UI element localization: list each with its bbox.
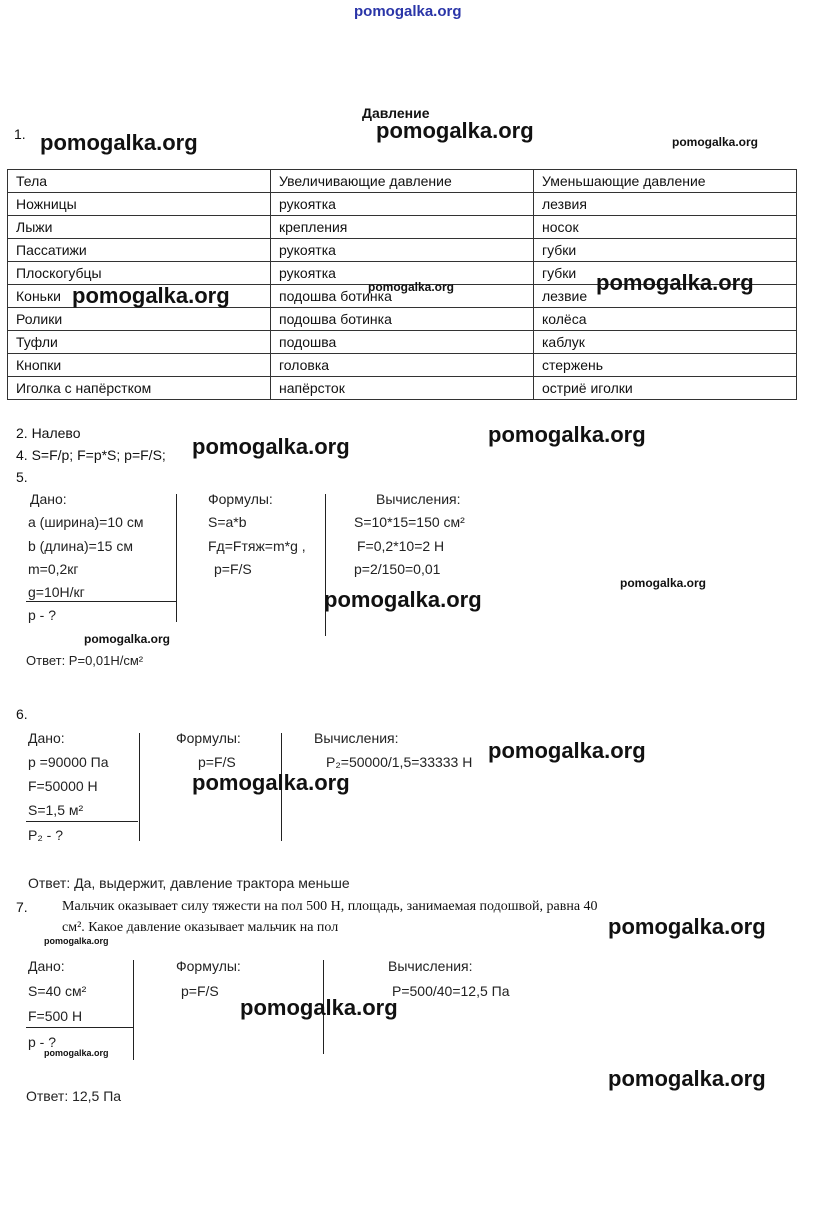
q5-calc: F=0,2*10=2 Н [357,538,445,554]
table-cell: губки [534,239,797,262]
q7-problem-line1: Мальчик оказывает силу тяжести на пол 500 Н, площадь, занимаемая подошвой, равна 40 [62,899,598,914]
q6-formula: p=F/S [198,754,236,770]
watermark: pomogalka.org [488,738,646,763]
q6-divider [139,733,140,841]
q6-calc: P₂=50000/1,5=33333 Н [326,754,473,770]
q5-dano-title: Дано: [30,491,67,507]
q5-formula: Fд=Fтяж=m*g , [208,538,306,554]
table-cell: колёса [534,308,797,331]
table-cell: напёрсток [271,377,534,400]
q7-divider [133,960,134,1060]
q7-given: F=500 Н [28,1008,83,1024]
q7-formula: p=F/S [181,983,219,999]
table-cell: рукоятка [271,262,534,285]
watermark: pomogalka.org [324,587,482,612]
table-row [8,216,797,239]
q5-calc-title: Вычисления: [376,491,461,507]
table-cell: каблук [534,331,797,354]
q7-calc: P=500/40=12,5 Па [392,983,510,999]
table-cell: подошва ботинка [271,285,534,308]
watermark: pomogalka.org [672,135,759,149]
table-cell: лезвия [534,193,797,216]
watermark: pomogalka.org [376,118,534,143]
watermark: pomogalka.org [488,422,646,447]
table-cell: стержень [534,354,797,377]
q7-calc-title: Вычисления: [388,958,473,974]
table-cell: рукоятка [271,239,534,262]
q5-formula: p=F/S [214,561,252,577]
q7-unknown: p - ? [28,1034,57,1050]
header-cell: Уменьшающие давление [534,170,797,193]
table-cell: Туфли [8,331,271,354]
q5-given: g=10Н/кг [28,584,85,600]
q6-label: 6. [16,706,28,722]
watermark: pomogalka.org [240,995,398,1020]
q6-dano-title: Дано: [28,730,65,746]
table-row [8,308,797,331]
table-cell: Плоскогубцы [8,262,271,285]
q5-calc: S=10*15=150 см² [354,514,465,530]
page-title: Давление [362,105,430,121]
table-cell: носок [534,216,797,239]
q5-formula: S=a*b [208,514,247,530]
watermark: pomogalka.org [84,632,171,646]
q7-dano-title: Дано: [28,958,65,974]
table-cell: подошва [271,331,534,354]
watermark: pomogalka.org [596,270,754,295]
answer-q2: 2. Налево [16,425,81,441]
watermark: pomogalka.org [620,576,707,590]
q5-given: a (ширина)=10 см [28,514,144,530]
watermark: pomogalka.org [368,280,455,294]
header-cell: Увеличивающие давление [271,170,534,193]
answer-q4: 4. S=F/p; F=p*S; p=F/S; [16,447,166,463]
q7-formulas-title: Формулы: [176,958,241,974]
header-cell: Тела [8,170,271,193]
q5-unknown: p - ? [28,607,57,623]
watermark: pomogalka.org [72,283,230,308]
q7-label: 7. [16,899,28,915]
q6-given: F=50000 Н [28,778,98,794]
q5-given-underline [26,601,176,602]
q6-given-underline [26,821,138,822]
q7-answer: Ответ: 12,5 Па [26,1088,122,1104]
q7-given: S=40 см² [28,983,87,999]
q6-answer: Ответ: Да, выдержит, давление трактора меньше [28,875,350,891]
q7-given-underline [26,1027,134,1028]
q5-divider [176,494,177,622]
table-cell: лезвие [534,285,797,308]
watermark: pomogalka.org [44,936,109,946]
watermark: pomogalka.org [608,914,766,939]
table-cell: губки [534,262,797,285]
q5-given: m=0,2кг [28,561,79,577]
table-cell: Ролики [8,308,271,331]
q7-problem-line2: см². Какое давление оказывает мальчик на пол [62,920,339,935]
q5-calc: p=2/150=0,01 [354,561,441,577]
table-row [8,354,797,377]
table-cell: Коньки [8,285,271,308]
q5-formulas-title: Формулы: [208,491,273,507]
q6-calc-title: Вычисления: [314,730,399,746]
q6-unknown: P₂ - ? [28,827,63,843]
q6-given: S=1,5 м² [28,802,84,818]
watermark: pomogalka.org [192,434,350,459]
watermark: pomogalka.org [192,770,350,795]
table-row [8,331,797,354]
table-cell: Ножницы [8,193,271,216]
table-row [8,239,797,262]
table-cell: подошва ботинка [271,308,534,331]
table-cell: рукоятка [271,193,534,216]
q5-divider [325,494,326,636]
table-row [8,193,797,216]
watermark: pomogalka.org [44,1048,109,1058]
table-cell: головка [271,354,534,377]
q1-label: 1. [14,126,26,142]
q5-label: 5. [16,469,28,485]
table-cell: крепления [271,216,534,239]
table-row [8,377,797,400]
table-cell: остриё иголки [534,377,797,400]
table-cell: Пассатижи [8,239,271,262]
watermark: pomogalka.org [40,130,198,155]
q6-formulas-title: Формулы: [176,730,241,746]
table-cell: Иголка с напёрстком [8,377,271,400]
q5-answer: Ответ: P=0,01Н/см² [26,653,144,668]
q6-given: p =90000 Па [28,754,109,770]
watermark-top: pomogalka.org [354,3,462,20]
watermark: pomogalka.org [608,1066,766,1091]
table-cell: Кнопки [8,354,271,377]
table-header-row [8,170,797,193]
table-cell: Лыжи [8,216,271,239]
q5-given: b (длина)=15 см [28,538,133,554]
